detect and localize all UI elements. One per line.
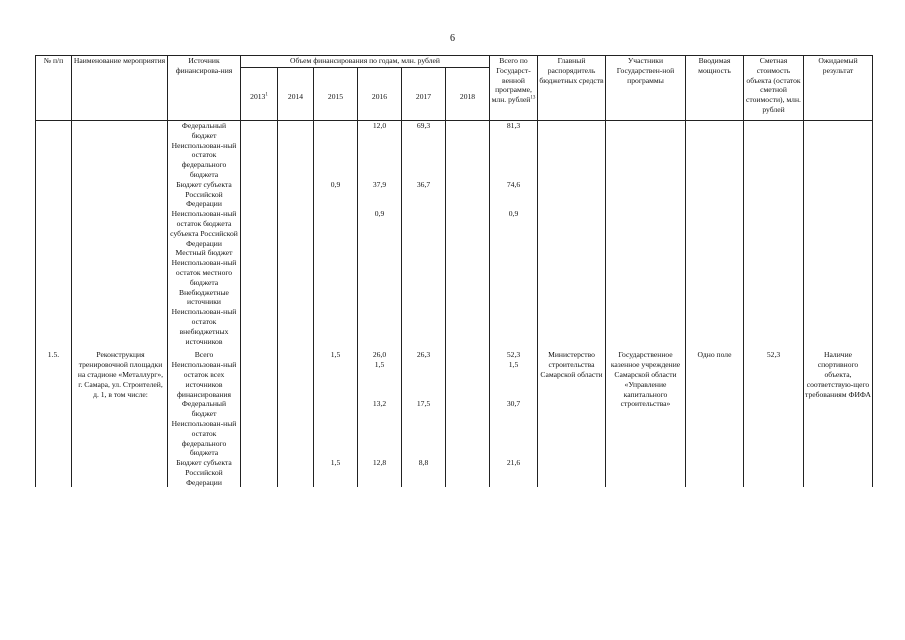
item-cost: 52,3 xyxy=(744,350,804,487)
header-year-2014: 2014 xyxy=(278,68,314,121)
header-source: Источник финансирова-ния xyxy=(168,56,241,121)
item-capacity: Одно поле xyxy=(686,350,744,487)
table-row: Бюджет субъекта Российской Федерации 1,5 12,8 8,8 21,6 xyxy=(36,458,873,487)
header-year-2017: 2017 xyxy=(402,68,446,121)
table-row: Неиспользован-ный остаток бюджета субъекта Российской Федерации 0,9 0,9 xyxy=(36,209,873,248)
header-name: Наименование мероприятия xyxy=(72,56,168,121)
table-row: Внебюджетные источники xyxy=(36,288,873,308)
item-name: Реконструкция тренировочной площадки на стадионе «Металлург», г. Самара, ул. Строителей, д. 1, в том числе: xyxy=(72,350,168,487)
header-year-2015: 2015 xyxy=(314,68,358,121)
header-volume: Объем финансирования по годам, млн. рублей xyxy=(241,56,490,68)
item-manager: Министерство строительства Самарской области xyxy=(538,350,606,487)
header-num: № п/п xyxy=(36,56,72,121)
table-row: 1.5. Реконструкция тренировочной площадки на стадионе «Металлург», г. Самара, ул. Строителей, д. 1, в том числе: Всего 1,5 26,0 26,3 52,3 Министерство строительства Самарской области Государственное казенное учреждение Самарской области «Управление капитального строительства» Одно поле 52,3 Наличие спортивного объекта, соответствую-щего требованиям ФИФА xyxy=(36,350,873,360)
header-capacity: Вводимая мощность xyxy=(686,56,744,121)
header-cost: Сметная стоимость объекта (остаток сметной стоимости), млн. рублей xyxy=(744,56,804,121)
table-row: Федеральный бюджет 12,0 69,3 81,3 xyxy=(36,121,873,141)
page-number: 6 xyxy=(450,33,455,44)
table-row: Федеральный бюджет 13,2 17,5 30,7 xyxy=(36,399,873,419)
table-row: Бюджет субъекта Российской Федерации 0,9 37,9 36,7 74,6 xyxy=(36,180,873,209)
header-manager: Главный распорядитель бюджетных средств xyxy=(538,56,606,121)
table-row: Неиспользован-ный остаток федерального бюджета xyxy=(36,141,873,180)
item-result: Наличие спортивного объекта, соответствую-щего требованиям ФИФА xyxy=(804,350,873,487)
table-row: Неиспользован-ный остаток федерального бюджета xyxy=(36,419,873,458)
table-row: Местный бюджет xyxy=(36,248,873,258)
header-participants: Участники Государствен-ной программы xyxy=(606,56,686,121)
header-year-2016: 2016 xyxy=(358,68,402,121)
header-year-2018: 2018 xyxy=(446,68,490,121)
header-year-2013: 2013$^1$ xyxy=(241,68,278,121)
header-result: Ожидаемый результат xyxy=(804,56,873,121)
financing-table xyxy=(35,55,873,487)
table-row: Неиспользован-ный остаток внебюджетных источников xyxy=(36,307,873,350)
table-row: Неиспользован-ный остаток всех источников финансирования 1,5 1,5 xyxy=(36,360,873,399)
table-row: Неиспользован-ный остаток местного бюджета xyxy=(36,258,873,287)
item-number: 1.5. xyxy=(36,350,72,487)
item-participants: Государственное казенное учреждение Самарской области «Управление капитального строительства» xyxy=(606,350,686,487)
header-total: Всего по Государст-венной программе, млн. рублей$^{13}$ xyxy=(490,56,538,121)
